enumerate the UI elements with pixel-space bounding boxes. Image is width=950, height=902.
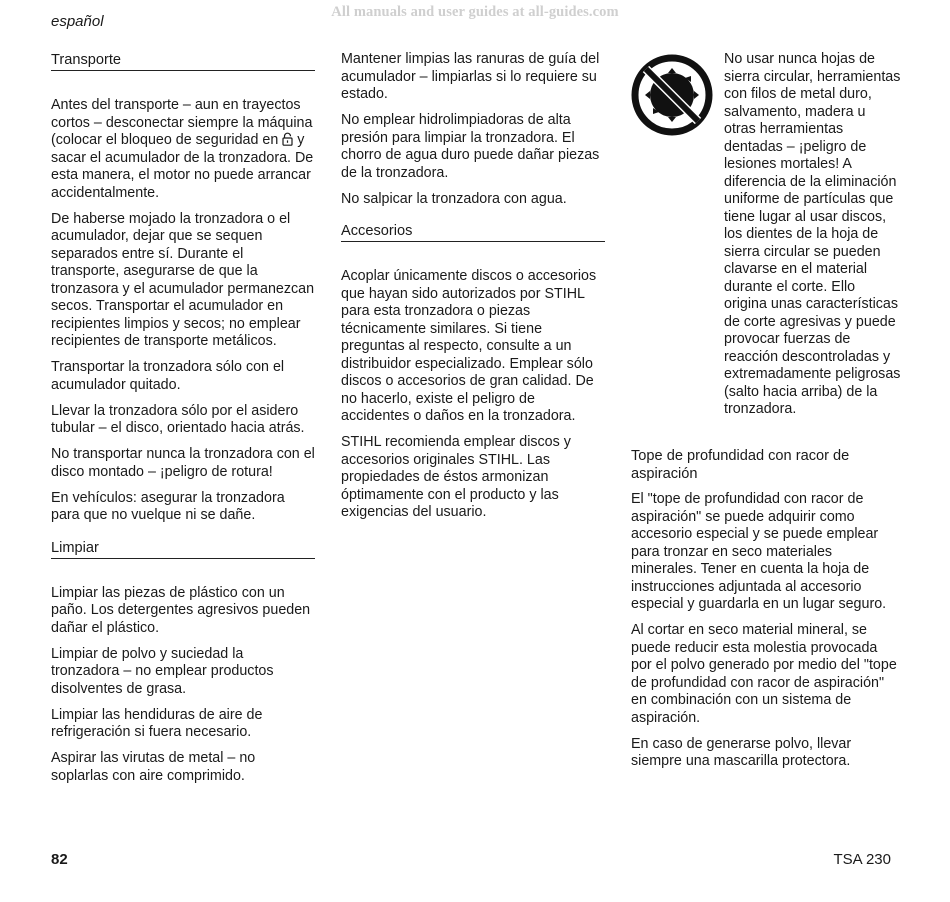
transport-paragraph-4: Llevar la tronzadora sólo por el asidero tubular – el disco, orientado hacia atrás. — [51, 402, 305, 436]
depth-paragraph-2: Al cortar en seco material mineral, se puede reducir esta molestia provocada por el polvo generado por medio del "tope de profundidad con racor de aspiración" en combinación con un sistema de aspiración. — [631, 622, 897, 726]
transport-p1-before: Antes del transporte – aun en trayectos cortos – desconectar siempre la máquina (colocar el bloqueo de seguridad en — [51, 97, 313, 148]
fatal-injury-warning: ¡peligro de lesiones mortales! — [724, 138, 867, 172]
col2-paragraph-2: No emplear hidrolimpiadoras de alta presión para limpiar la tronzadora. El chorro de agua duro puede dañar piezas de la tronzadora. — [341, 112, 600, 181]
transport-paragraph-3: Transportar la tronzadora sólo con el acumulador quitado. — [51, 359, 285, 393]
col2-paragraph-3: No salpicar la tronzadora con agua. — [341, 190, 567, 207]
transport-paragraph-2: De haberse mojado la tronzadora o el acumulador, dejar que se sequen separados entre sí. Durante el transporte, asegurarse de que la tronzasora y el acumulador permanezcan secos. Transportar el acumulador en recipientes limpios y secos; no emplear recipientes de transporte metálicos. — [51, 210, 315, 349]
language-label: español — [51, 13, 104, 30]
transport-paragraph-1 — [51, 97, 315, 202]
warning-text-before: No usar nunca hojas de sierra circular, herramientas con filos de metal duro, salvamento, madera u otras herramientas dentadas – — [724, 51, 901, 155]
clean-paragraph-4: Aspirar las virutas de metal – no soplarlas con aire comprimido. — [51, 750, 256, 784]
column-1 — [51, 51, 315, 794]
clean-paragraph-2: Limpiar de polvo y suciedad la tronzadora – no emplear productos disolventes de grasa. — [51, 645, 274, 697]
transport-paragraph-5 — [51, 446, 315, 481]
dust-mask-emphasis: mascarilla protectora — [713, 753, 847, 769]
saw-blade-warning — [631, 51, 901, 437]
clean-paragraph-3: Limpiar las hendiduras de aire de refrigeración si fuera necesario. — [51, 706, 263, 740]
depth-paragraph-3 — [631, 736, 901, 771]
depth-p3-after: . — [846, 753, 851, 769]
column-3 — [631, 51, 901, 779]
no-saw-blade-icon — [631, 54, 713, 136]
column-2 — [341, 51, 605, 530]
clean-heading: Limpiar — [51, 539, 315, 559]
accessories-paragraph-1: Acoplar únicamente discos o accesorios que hayan sido autorizados por STIHL para esta tronzadora o piezas técnicamente similares. Si tiene preguntas al respecto, consulte a un distribuidor especializado. Emplear sólo discos o accesorios de gran calidad. De no hacerlo, existe el peligro de accidentes o daños en la tronzadora. — [341, 268, 597, 424]
transport-paragraph-6: En vehículos: asegurar la tronzadora para que no vuelque ni se dañe. — [51, 489, 285, 523]
transport-heading: Transporte — [51, 51, 315, 71]
warning-text — [724, 51, 901, 419]
depth-stop-heading: Tope de profundidad con racor de aspiración — [631, 448, 850, 482]
transport-p5-text: No transportar nunca la tronzadora con el disco montado – — [51, 446, 315, 480]
padlock-icon — [282, 132, 293, 146]
clean-paragraph-1: Limpiar las piezas de plástico con un paño. Los detergentes agresivos pueden dañar el plástico. — [51, 584, 311, 636]
col2-paragraph-1: Mantener limpias las ranuras de guía del acumulador – limpiarlas si lo requiere su estado. — [341, 51, 600, 102]
model-label: TSA 230 — [833, 851, 891, 868]
breakage-warning: ¡peligro de rotura! — [159, 463, 273, 480]
accessories-heading: Accesorios — [341, 222, 605, 242]
depth-p3-before: En caso de generarse polvo, llevar siempre una — [631, 735, 852, 769]
page-number: 82 — [51, 851, 68, 868]
warning-text-after: A diferencia de la eliminación uniforme de partículas que tiene lugar al usar discos, los dientes de la hoja de sierra circular se pueden clavarse en el material durante el corte. Ello origina unas características de corte agresivas y puede provocar fuerzas de reacción descontroladas y extremadamente peligrosas (salto hacia arriba) de la tronzadora. — [724, 156, 901, 417]
watermark: All manuals and user guides at all-guides.com — [331, 4, 619, 20]
accessories-paragraph-2: STIHL recomienda emplear discos y accesorios originales STIHL. Las propiedades de éstos armonizan óptimamente con el producto y las exigencias del usuario. — [341, 434, 571, 520]
transport-p1-after: y sacar el acumulador de la tronzadora. De esta manera, el motor no puede arrancar accidentalmente. — [51, 132, 314, 201]
depth-paragraph-1: El "tope de profundidad con racor de aspiración" se puede adquirir como accesorio especial y se puede emplear para tronzar en seco materiales minerales. Tener en cuenta la hoja de instrucciones adjuntada al accesorio especial y guardarla en un lugar seguro. — [631, 491, 887, 612]
